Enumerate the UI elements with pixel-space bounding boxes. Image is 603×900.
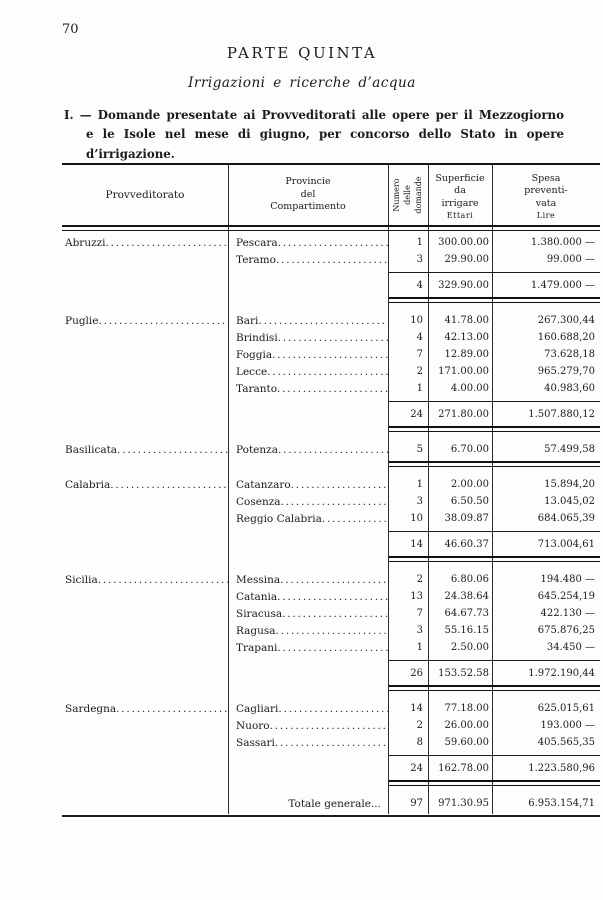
spesa-cell: 193.000 — xyxy=(540,720,595,731)
numero-cell: 24 xyxy=(410,763,423,774)
table-row xyxy=(62,363,600,380)
superficie-cell: 77.18.00 xyxy=(444,703,489,714)
provincia-cell xyxy=(228,234,388,251)
numero-cell: 1 xyxy=(416,642,423,653)
spesa-cell: 675.876,25 xyxy=(537,625,595,636)
region-cell xyxy=(62,571,228,588)
provincia-cell xyxy=(228,622,388,639)
provincia-label: Teramo xyxy=(236,253,276,266)
numero-cell: 4 xyxy=(416,332,423,343)
empty-cell xyxy=(62,277,228,294)
numero-cell: 10 xyxy=(410,513,423,524)
subtotal-row xyxy=(62,536,600,553)
provincia-label: Sassari xyxy=(236,736,275,749)
table-row xyxy=(62,234,600,251)
region-label: Puglie xyxy=(65,314,99,327)
region-label: Abruzzi xyxy=(65,236,106,249)
dot-leader xyxy=(277,642,388,654)
numero-cell: 24 xyxy=(410,409,423,420)
provincia-cell xyxy=(228,588,388,605)
spesa-cell: 1.972.190,44 xyxy=(528,668,595,679)
provincia-cell xyxy=(228,312,388,329)
region-label: Sardegna xyxy=(65,702,117,715)
dot-leader xyxy=(98,574,228,586)
table-row xyxy=(62,639,600,656)
spesa-cell: 13.045,02 xyxy=(544,496,595,507)
empty-cell xyxy=(62,536,228,553)
numero-cell: 3 xyxy=(416,625,423,636)
region-cell xyxy=(62,380,228,397)
total-label-cell xyxy=(228,277,388,294)
region-cell xyxy=(62,234,228,251)
provincia-label: Lecce xyxy=(236,365,268,378)
provincia-label: Bari xyxy=(236,314,259,327)
provincia-label: Taranto xyxy=(236,382,278,395)
region-cell xyxy=(62,639,228,656)
superficie-cell: 300.00.00 xyxy=(438,237,489,248)
total-label-cell xyxy=(228,536,388,553)
spesa-unit: Lire xyxy=(536,211,556,220)
region-cell xyxy=(62,441,228,458)
numero-cell: 5 xyxy=(416,444,423,455)
page-number: 70 xyxy=(62,22,79,37)
header-spesa: Spesa preventi- vata Lire xyxy=(524,173,568,220)
dot-leader xyxy=(282,608,388,620)
rotated-header-text: Numero delle domande xyxy=(391,176,423,214)
superficie-cell: 6.50.50 xyxy=(450,496,489,507)
superficie-cell: 4.00.00 xyxy=(450,383,489,394)
spesa-cell: 6.953.154,71 xyxy=(528,798,595,809)
thin-rule xyxy=(62,751,600,760)
rule-line xyxy=(389,272,600,273)
numero-cell: 13 xyxy=(410,591,423,602)
region-cell xyxy=(62,476,228,493)
empty-cell xyxy=(62,406,228,423)
spesa-cell: 15.894,20 xyxy=(544,479,595,490)
superficie-cell: 38.09.87 xyxy=(444,513,489,524)
spesa-cell: 40.983,60 xyxy=(544,383,595,394)
provincia-cell xyxy=(228,639,388,656)
page-subtitle: Irrigazioni e ricerche d’acqua xyxy=(188,75,416,91)
superficie-cell: 12.89.00 xyxy=(444,349,489,360)
subtotal-row xyxy=(62,760,600,777)
provincia-label: Brindisi xyxy=(236,331,278,344)
thin-rule xyxy=(62,656,600,665)
spesa-cell: 645.254,19 xyxy=(537,591,595,602)
spesa-cell: 99.000 — xyxy=(546,254,595,265)
provincia-cell xyxy=(228,571,388,588)
table-row xyxy=(62,571,600,588)
provincia-cell xyxy=(228,510,388,527)
spesa-cell: 405.565,35 xyxy=(537,737,595,748)
dot-leader xyxy=(275,737,388,749)
spesa-cell: 160.688,20 xyxy=(537,332,595,343)
stats-table xyxy=(62,163,600,817)
superficie-unit: Ettari xyxy=(446,211,474,220)
table-row xyxy=(62,734,600,751)
header-numero-domande xyxy=(388,165,428,225)
table-row xyxy=(62,251,600,268)
table-header xyxy=(62,165,600,227)
superficie-cell: 162.78.00 xyxy=(438,763,489,774)
rule-line xyxy=(389,401,600,402)
region-cell xyxy=(62,510,228,527)
dot-leader xyxy=(278,237,388,249)
total-label-cell xyxy=(228,406,388,423)
superficie-cell: 41.78.00 xyxy=(444,315,489,326)
superficie-cell: 6.80.06 xyxy=(450,574,489,585)
region-cell xyxy=(62,329,228,346)
provincia-cell xyxy=(228,346,388,363)
header-provveditorato: Provveditorato xyxy=(105,189,185,201)
table-row xyxy=(62,476,600,493)
provincia-label: Foggia xyxy=(236,348,273,361)
rule-line xyxy=(389,461,600,467)
provincia-label: Messina xyxy=(236,573,281,586)
total-label-cell xyxy=(228,665,388,682)
heavy-rule xyxy=(62,294,600,305)
dot-leader xyxy=(281,496,388,508)
provincia-cell xyxy=(228,734,388,751)
total-label-cell: Totale generale... xyxy=(288,797,381,810)
spesa-cell: 73.628,18 xyxy=(544,349,595,360)
heavy-rule xyxy=(62,777,600,788)
spesa-cell: 57.499,58 xyxy=(544,444,595,455)
dot-leader xyxy=(98,315,228,327)
dot-leader xyxy=(258,315,388,327)
superficie-cell: 46.60.37 xyxy=(444,539,489,550)
dot-leader xyxy=(267,366,388,378)
total-label-cell xyxy=(228,760,388,777)
superficie-cell: 153.52.58 xyxy=(438,668,489,679)
rule-line xyxy=(389,660,600,661)
region-cell xyxy=(62,717,228,734)
region-cell xyxy=(62,363,228,380)
table-section xyxy=(62,564,600,693)
rule-line xyxy=(389,531,600,532)
superficie-cell: 29.90.00 xyxy=(444,254,489,265)
rule-line xyxy=(389,556,600,562)
dot-leader xyxy=(116,703,228,715)
superficie-cell: 26.00.00 xyxy=(444,720,489,731)
provincia-label: Ragusa xyxy=(236,624,276,637)
provincia-cell xyxy=(228,363,388,380)
superficie-cell: 2.00.00 xyxy=(450,479,489,490)
superficie-cell: 271.80.00 xyxy=(438,409,489,420)
thin-rule xyxy=(62,397,600,406)
dot-leader xyxy=(110,479,228,491)
region-cell xyxy=(62,588,228,605)
spesa-cell: 625.015,61 xyxy=(537,703,595,714)
table-row xyxy=(62,605,600,622)
region-cell xyxy=(62,251,228,268)
rule-line xyxy=(389,426,600,432)
heavy-rule xyxy=(62,553,600,564)
provincia-cell xyxy=(228,441,388,458)
dot-leader xyxy=(272,349,388,361)
table-section xyxy=(62,469,600,564)
superficie-cell: 2.50.00 xyxy=(450,642,489,653)
region-cell xyxy=(62,700,228,717)
table-row xyxy=(62,441,600,458)
rule-line xyxy=(389,685,600,691)
table-section xyxy=(62,227,600,305)
spesa-cell: 713.004,61 xyxy=(537,539,595,550)
page-header xyxy=(62,44,542,91)
table-row xyxy=(62,700,600,717)
spesa-cell: 1.223.580,96 xyxy=(528,763,595,774)
rule-line xyxy=(389,780,600,786)
region-cell xyxy=(62,605,228,622)
thin-rule xyxy=(62,527,600,536)
provincia-label: Trapani xyxy=(236,641,278,654)
dot-leader xyxy=(280,574,388,586)
superficie-cell: 55.16.15 xyxy=(444,625,489,636)
numero-cell: 7 xyxy=(416,349,423,360)
subtotal-row xyxy=(62,665,600,682)
region-cell xyxy=(62,346,228,363)
region-label: Sicilia xyxy=(65,573,98,586)
table-row xyxy=(62,312,600,329)
region-label: Calabria xyxy=(65,478,111,491)
numero-cell: 14 xyxy=(410,703,423,714)
table-row xyxy=(62,622,600,639)
provincia-label: Cosenza xyxy=(236,495,281,508)
numero-cell: 2 xyxy=(416,574,423,585)
provincia-cell xyxy=(228,493,388,510)
provincia-label: Nuoro xyxy=(236,719,270,732)
numero-cell: 26 xyxy=(410,668,423,679)
provincia-cell xyxy=(228,700,388,717)
empty-cell xyxy=(62,665,228,682)
dot-leader xyxy=(277,383,388,395)
numero-cell: 10 xyxy=(410,315,423,326)
numero-cell: 3 xyxy=(416,254,423,265)
heavy-rule xyxy=(62,682,600,693)
provincia-label: Pescara xyxy=(236,236,278,249)
provincia-label: Catanzaro xyxy=(236,478,291,491)
numero-cell: 97 xyxy=(410,798,423,809)
table-row xyxy=(62,329,600,346)
numero-cell: 7 xyxy=(416,608,423,619)
table-row xyxy=(62,380,600,397)
heavy-rule xyxy=(62,423,600,434)
table-body xyxy=(62,227,600,812)
subtotal-row xyxy=(62,277,600,294)
spesa-cell: 1.507.880,12 xyxy=(528,409,595,420)
header-superficie: Superficie da irrigare Ettari xyxy=(435,173,485,220)
region-cell xyxy=(62,622,228,639)
spesa-cell: 684.065,39 xyxy=(537,513,595,524)
numero-cell: 1 xyxy=(416,383,423,394)
provincia-cell xyxy=(228,717,388,734)
dot-leader xyxy=(277,591,388,603)
table-row xyxy=(62,346,600,363)
superficie-cell: 329.90.00 xyxy=(438,280,489,291)
table-section xyxy=(62,434,600,469)
superficie-cell: 59.60.00 xyxy=(444,737,489,748)
dot-leader xyxy=(276,254,388,266)
empty-cell xyxy=(62,760,228,777)
dot-leader xyxy=(270,720,388,732)
dot-leader xyxy=(278,703,388,715)
table-row xyxy=(62,493,600,510)
page-title: PARTE QUINTA xyxy=(226,44,378,62)
provincia-label: Siracusa xyxy=(236,607,283,620)
table-row xyxy=(62,717,600,734)
superficie-cell: 6.70.00 xyxy=(450,444,489,455)
numero-cell: 8 xyxy=(416,737,423,748)
superficie-cell: 24.38.64 xyxy=(444,591,489,602)
superficie-cell: 171.00.00 xyxy=(438,366,489,377)
spesa-cell: 422.130 — xyxy=(540,608,595,619)
dot-leader xyxy=(291,479,388,491)
provincia-label: Reggio Calabria xyxy=(236,512,322,525)
spesa-cell: 965.279,70 xyxy=(537,366,595,377)
numero-cell: 14 xyxy=(410,539,423,550)
provincia-cell xyxy=(228,380,388,397)
superficie-cell: 971.30.95 xyxy=(438,798,489,809)
provincia-label: Potenza xyxy=(236,443,278,456)
subtotal-row xyxy=(62,406,600,423)
rule-line xyxy=(389,755,600,756)
dot-leader xyxy=(322,513,388,525)
empty-cell xyxy=(62,795,228,812)
spesa-cell: 34.450 — xyxy=(546,642,595,653)
header-provincie: Provincie del Compartimento xyxy=(270,175,346,213)
dot-leader xyxy=(276,625,388,637)
total-row xyxy=(62,795,600,812)
section-heading: I. — Domande presentate ai Provveditorati alle opere per il Mezzogiorno e le Isole nel mese di giugno, per concorso dello Stato in opere d’irrigazione. xyxy=(64,108,564,161)
table-row xyxy=(62,510,600,527)
provincia-label: Catania xyxy=(236,590,278,603)
spesa-cell: 1.380.000 — xyxy=(530,237,595,248)
table-section xyxy=(62,305,600,434)
heavy-rule xyxy=(62,458,600,469)
table-section xyxy=(62,693,600,788)
dot-leader xyxy=(278,444,388,456)
region-label: Basilicata xyxy=(65,443,118,456)
provincia-label: Cagliari xyxy=(236,702,279,715)
spesa-cell: 194.480 — xyxy=(540,574,595,585)
dot-leader xyxy=(106,237,228,249)
spesa-cell: 1.479.000 — xyxy=(530,280,595,291)
dot-leader xyxy=(117,444,228,456)
numero-cell: 1 xyxy=(416,479,423,490)
provincia-cell xyxy=(228,251,388,268)
region-cell xyxy=(62,734,228,751)
table-row xyxy=(62,588,600,605)
spesa-cell: 267.300,44 xyxy=(537,315,595,326)
superficie-cell: 64.67.73 xyxy=(444,608,489,619)
thin-rule xyxy=(62,268,600,277)
superficie-cell: 42.13.00 xyxy=(444,332,489,343)
dot-leader xyxy=(278,332,388,344)
numero-cell: 2 xyxy=(416,720,423,731)
provincia-cell xyxy=(228,476,388,493)
provincia-cell xyxy=(228,605,388,622)
numero-cell: 3 xyxy=(416,496,423,507)
numero-cell: 1 xyxy=(416,237,423,248)
numero-cell: 4 xyxy=(416,280,423,291)
numero-cell: 2 xyxy=(416,366,423,377)
rule-line xyxy=(389,297,600,303)
region-cell xyxy=(62,312,228,329)
provincia-cell xyxy=(228,329,388,346)
region-cell xyxy=(62,493,228,510)
